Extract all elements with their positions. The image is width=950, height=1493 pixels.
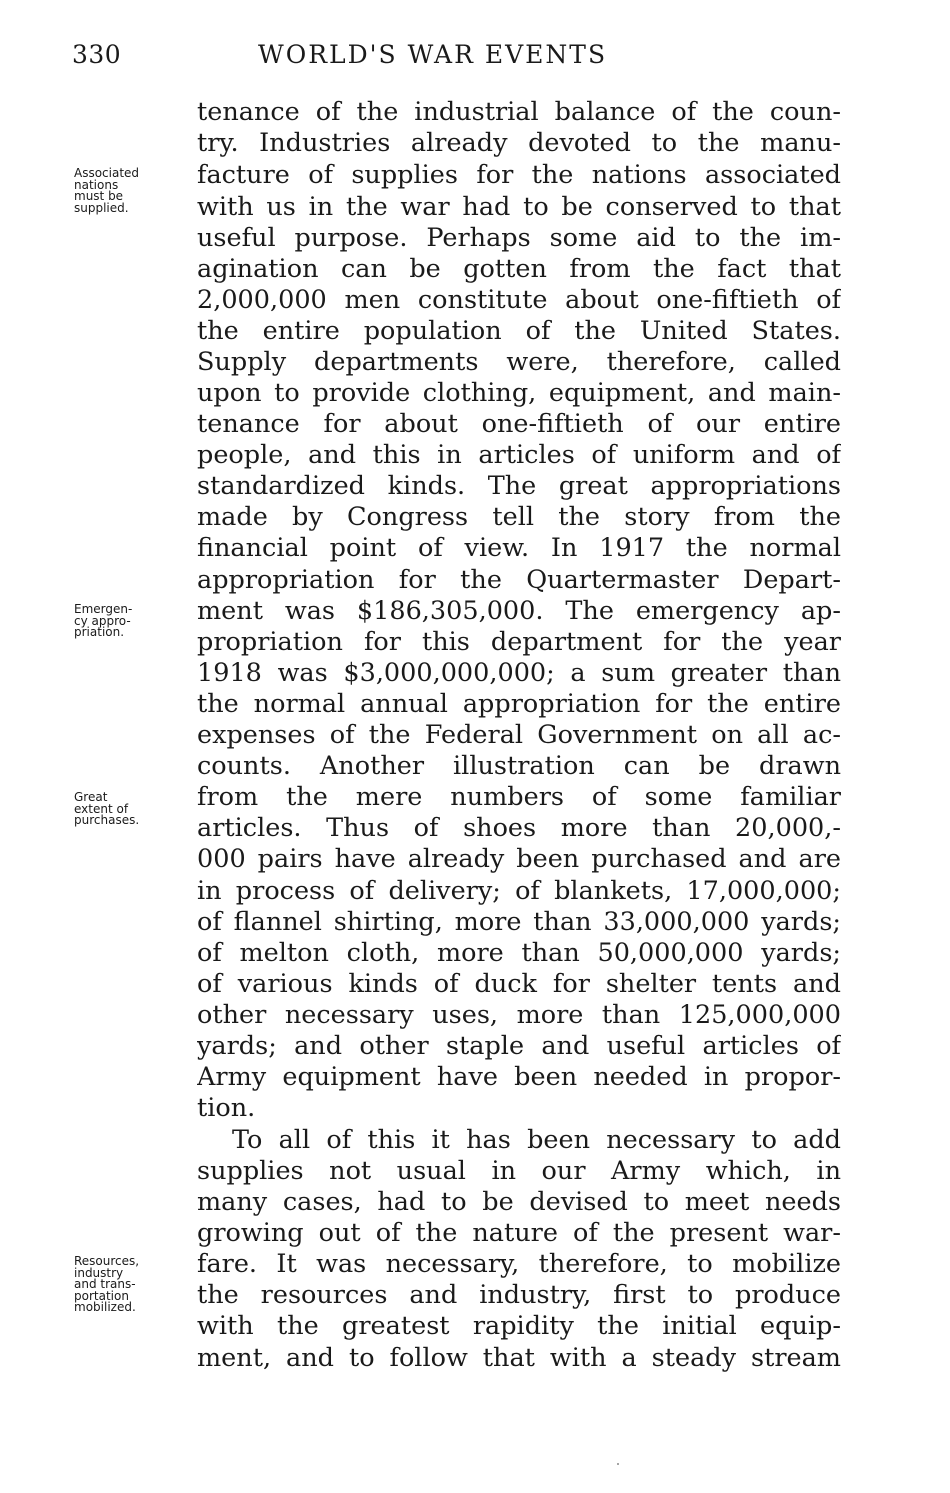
text-line: To all of this it has been necessary to add xyxy=(232,1125,841,1155)
page-number: 330 xyxy=(72,40,122,69)
text-line: of various kinds of duck for shelter tents and xyxy=(197,969,841,999)
side-note-resources-mobilized xyxy=(74,1256,192,1314)
scan-speck xyxy=(617,1463,619,1465)
text-line: in process of delivery; of blankets, 17,000,000; xyxy=(197,876,841,906)
text-line: tenance of the industrial balance of the coun- xyxy=(197,97,841,127)
side-note-line: Emergen- xyxy=(74,602,133,616)
side-note-line: mobilized. xyxy=(74,1300,136,1314)
running-head: WORLD'S WAR EVENTS xyxy=(258,40,608,69)
text-line: Army equipment have been needed in propor- xyxy=(197,1062,841,1092)
text-line: with the greatest rapidity the initial equip- xyxy=(197,1311,841,1341)
side-note-line: portation xyxy=(74,1288,129,1303)
text-line: tenance for about one-fiftieth of our entire xyxy=(197,409,841,439)
text-line: many cases, had to be devised to meet needs xyxy=(197,1187,841,1217)
side-note-line: Resources, xyxy=(74,1254,140,1268)
text-line: the entire population of the United States. xyxy=(197,316,841,346)
text-line: financial point of view. In 1917 the normal xyxy=(197,533,841,563)
side-note-line: Great xyxy=(74,790,108,804)
text-line: ment, and to follow that with a steady stream xyxy=(197,1343,841,1373)
side-note-line: must be xyxy=(74,189,124,203)
side-note-line: cy appro- xyxy=(74,613,131,628)
text-line: the normal annual appropriation for the entire xyxy=(197,689,841,719)
text-line: yards; and other staple and useful articles of xyxy=(197,1031,841,1061)
text-line: made by Congress tell the story from the xyxy=(197,502,841,532)
text-line: of melton cloth, more than 50,000,000 yards; xyxy=(197,938,841,968)
text-line: 1918 was $3,000,000,000; a sum greater than xyxy=(197,658,841,688)
text-line: growing out of the nature of the present war- xyxy=(197,1218,841,1248)
page-header xyxy=(0,40,950,80)
side-note-line: and trans- xyxy=(74,1277,136,1291)
side-note-great-extent xyxy=(74,792,192,827)
text-line: from the mere numbers of some familiar xyxy=(197,782,841,812)
side-note-line: supplied. xyxy=(74,200,129,215)
text-line: fare. It was necessary, therefore, to mobilize xyxy=(197,1249,841,1279)
text-line: Supply departments were, therefore, called xyxy=(197,347,841,377)
text-line: expenses of the Federal Government on all ac- xyxy=(197,720,841,750)
side-note-line: Associated xyxy=(74,166,140,180)
text-line: the resources and industry, first to produce xyxy=(197,1280,841,1310)
text-line: counts. Another illustration can be drawn xyxy=(197,751,841,781)
side-note-line: extent of xyxy=(74,801,129,816)
text-line: other necessary uses, more than 125,000,000 xyxy=(197,1000,841,1030)
text-line: propriation for this department for the year xyxy=(197,627,841,657)
text-line: of flannel shirting, more than 33,000,000 yards; xyxy=(197,907,841,937)
text-line: ment was $186,305,000. The emergency ap- xyxy=(197,596,841,626)
text-line: standardized kinds. The great appropriations xyxy=(197,471,841,501)
side-note-line: industry xyxy=(74,1265,124,1280)
text-line: with us in the war had to be conserved to that xyxy=(197,192,841,222)
text-line: facture of supplies for the nations associated xyxy=(197,160,841,190)
text-line: people, and this in articles of uniform and of xyxy=(197,440,841,470)
text-line: supplies not usual in our Army which, in xyxy=(197,1156,841,1186)
side-note-line: priation. xyxy=(74,625,125,639)
text-line: 2,000,000 men constitute about one-fiftieth of xyxy=(197,285,841,315)
side-note-line: nations xyxy=(74,177,119,192)
side-note-line: purchases. xyxy=(74,813,140,827)
text-line: upon to provide clothing, equipment, and main- xyxy=(197,378,841,408)
side-note-emergency-appropriation xyxy=(74,604,192,639)
side-note-associated-nations xyxy=(74,168,192,214)
text-line: 000 pairs have already been purchased and are xyxy=(197,844,841,874)
text-line: try. Industries already devoted to the manu- xyxy=(197,128,841,158)
text-line: agination can be gotten from the fact that xyxy=(197,254,841,284)
text-line: appropriation for the Quartermaster Depart- xyxy=(197,565,841,595)
text-line: articles. Thus of shoes more than 20,000,- xyxy=(197,813,841,843)
text-line: tion. xyxy=(197,1093,256,1123)
text-line: useful purpose. Perhaps some aid to the im- xyxy=(197,223,841,253)
